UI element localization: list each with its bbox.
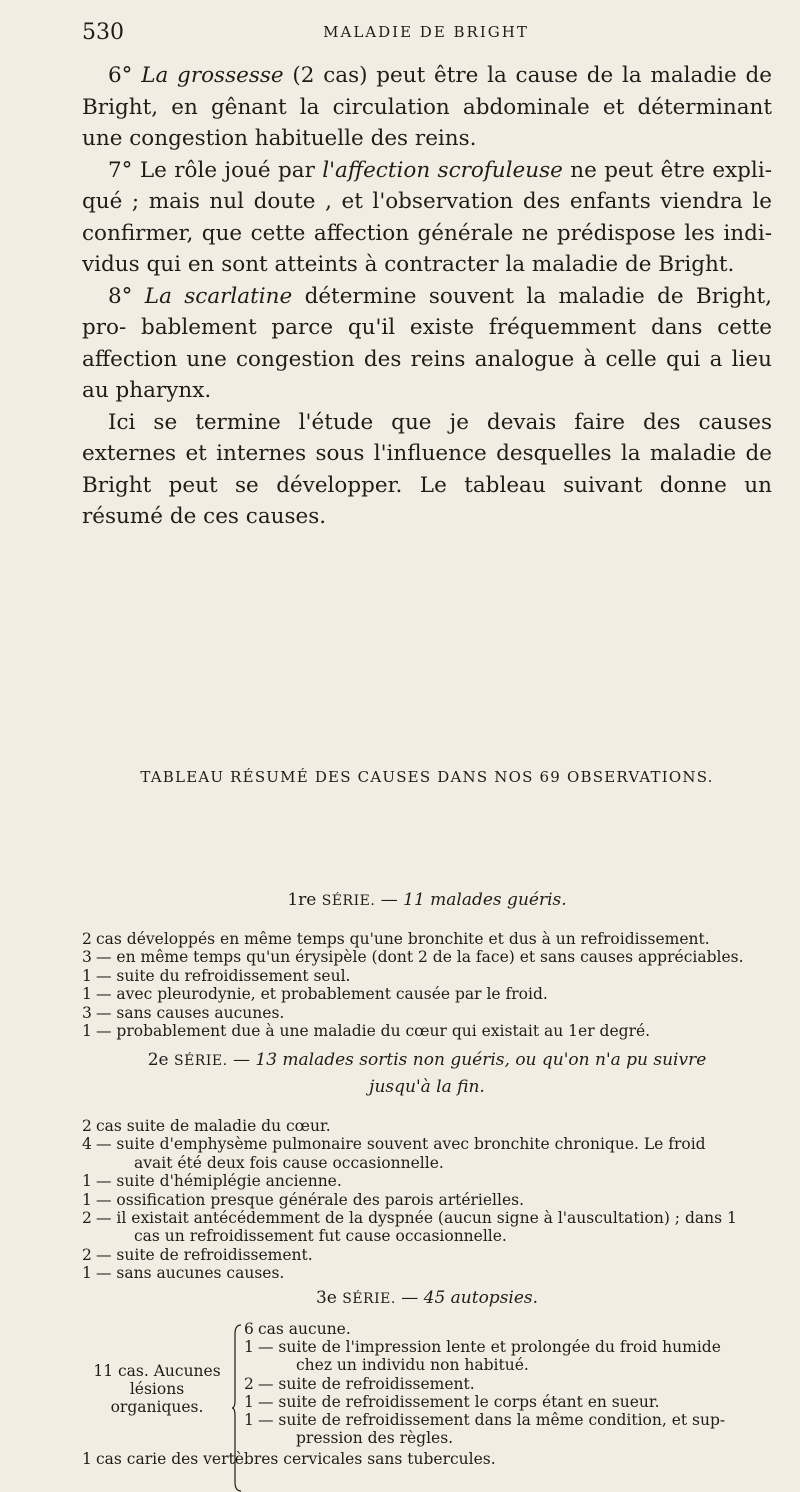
list-item: 2 — il existait antécédemment de la dyspnée (aucun signe à l'auscultation) ; dans 1	[82, 1209, 737, 1228]
series-entries	[82, 930, 762, 1040]
list-item: 1 — suite du refroidissement seul.	[82, 966, 351, 985]
running-title: MALADIE DE BRIGHT	[323, 23, 529, 41]
list-item-continuation: chez un individu non habitué.	[296, 1356, 529, 1375]
list-item-continuation: avait été deux fois cause occasionnelle.	[134, 1153, 444, 1172]
paragraph: 6° La grossesse (2 cas) peut être la cause de la maladie de Bright, en gênant la circulation abdominale et déterminant une congestion habituelle des reins.	[82, 63, 772, 151]
list-item: 1 — suite d'hémiplégie ancienne.	[82, 1172, 342, 1191]
series-entries	[82, 1117, 762, 1283]
list-item: 1 — avec pleurodynie, et probablement causée par le froid.	[82, 985, 548, 1004]
list-item: 1 — probablement due à une maladie du cœur qui existait au 1er degré.	[82, 1022, 651, 1041]
list-item-continuation: pression des règles.	[296, 1429, 454, 1448]
paragraph: Ici se termine l'étude que je devais faire des causes externes et internes sous l'influence desquelles la maladie de Bright peut se développer. Le tableau suivant donne un résumé de ces causes.	[82, 409, 772, 529]
series-heading: 2e SÉRIE. — 13 malades sortis non guéris, ou qu'on n'a pu suivre jusqu'à la fin.	[147, 1050, 707, 1097]
list-item: 1 — suite de l'impression lente et prolongée du froid humide	[244, 1338, 721, 1357]
list-item: 1 — suite de refroidissement dans la même condition, et sup-	[244, 1411, 726, 1430]
list-item: 1 cas carie des vertèbres cervicales sans tubercules.	[82, 1450, 496, 1468]
list-item: 1 — suite de refroidissement le corps étant en sueur.	[244, 1392, 660, 1411]
list-item: 3 — en même temps qu'un érysipèle (dont 2 de la face) et sans causes appréciables.	[82, 948, 744, 967]
list-item-continuation: cas un refroidissement fut cause occasionnelle.	[134, 1227, 507, 1246]
list-item: 6 cas aucune.	[244, 1320, 351, 1338]
paragraph: 8° La scarlatine détermine souvent la maladie de Bright, pro- bablement parce qu'il existe fréquemment dans cette affection une congestion des reins analogue à celle qui a lieu au pharynx.	[82, 283, 772, 403]
list-item: 4 — suite d'emphysème pulmonaire souvent avec bronchite chronique. Le froid	[82, 1135, 706, 1154]
series-heading: 3e SÉRIE. — 45 autopsies.	[315, 1288, 539, 1308]
series-heading: 1re SÉRIE. — 11 malades guéris.	[287, 890, 567, 910]
page-number: 530	[82, 20, 124, 45]
table-title: TABLEAU RÉSUMÉ DES CAUSES DANS NOS 69 OBSERVATIONS.	[140, 768, 714, 786]
group-items	[244, 1320, 762, 1447]
body-text	[82, 60, 772, 533]
series-entries-after	[82, 1450, 762, 1468]
list-item: 3 — sans causes aucunes.	[82, 1003, 285, 1022]
paragraph: 7° Le rôle joué par l'affection scrofuleuse ne peut être expli- qué ; mais nul doute , et l'observation des enfants viendra le confirmer, que cette affection générale ne prédispose les indi- vidus qui en sont atteints à contracter la maladie de Bright.	[82, 157, 772, 277]
list-item: 1 — ossification presque générale des parois artérielles.	[82, 1190, 525, 1209]
list-item: 2 — suite de refroidissement.	[244, 1374, 475, 1393]
group-label: 11 cas. Aucunes lésions organiques.	[93, 1362, 221, 1416]
page-header	[82, 20, 770, 50]
list-item: 2 cas développés en même temps qu'une bronchite et dus à un refroidissement.	[82, 930, 710, 948]
list-item: 2 cas suite de maladie du cœur.	[82, 1117, 331, 1135]
list-item: 2 — suite de refroidissement.	[82, 1245, 313, 1264]
list-item: 1 — sans aucunes causes.	[82, 1264, 285, 1283]
